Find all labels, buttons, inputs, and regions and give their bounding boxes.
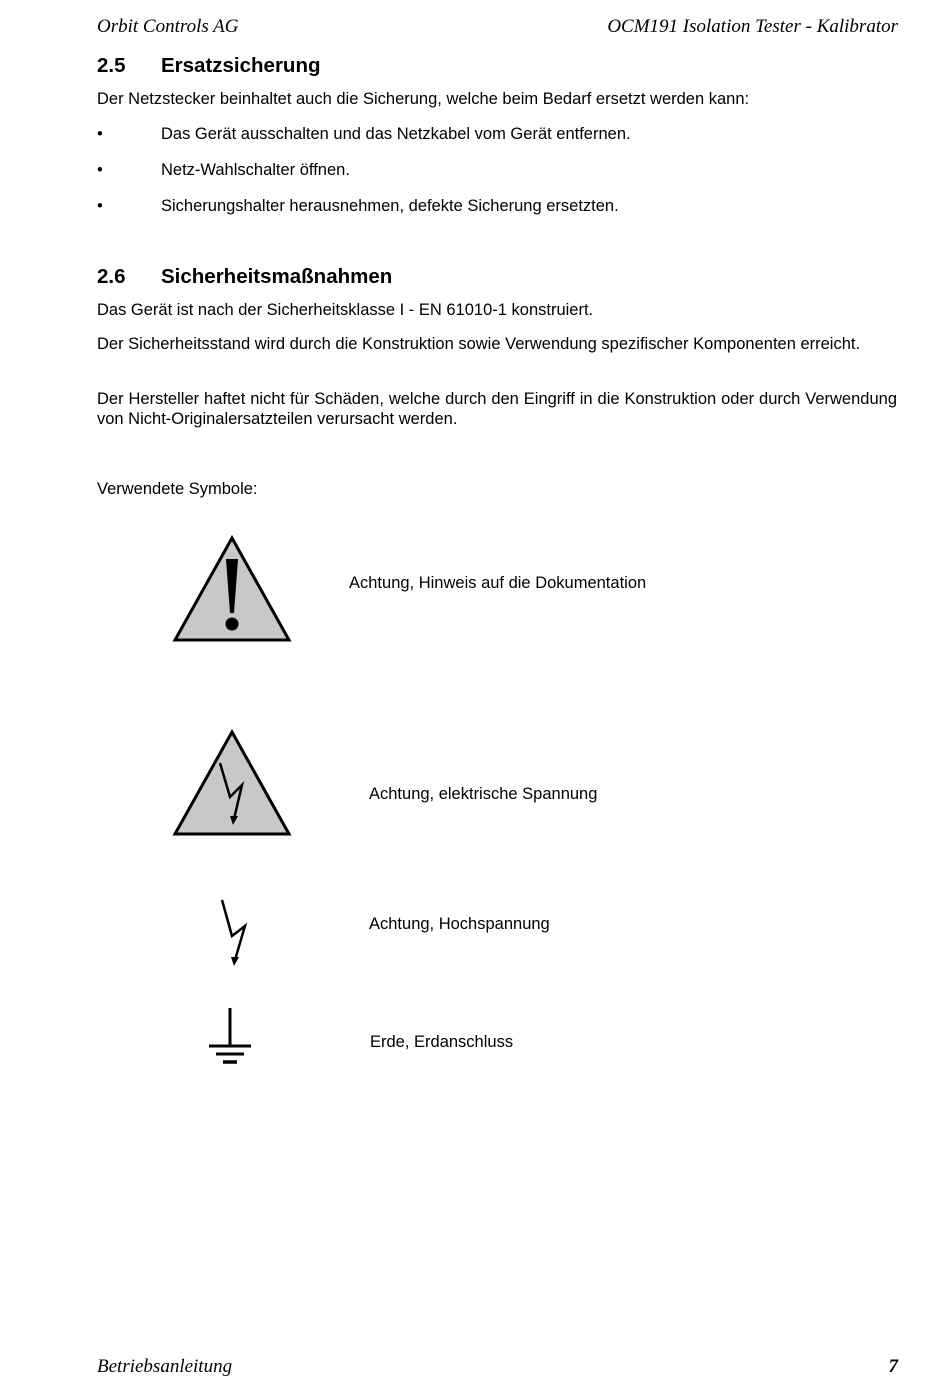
bullet-marker: • <box>97 161 103 179</box>
bullet-marker: • <box>97 125 103 143</box>
page-number: 7 <box>888 1356 898 1377</box>
header-document-title: OCM191 Isolation Tester - Kalibrator <box>607 16 898 37</box>
paragraph: Der Sicherheitsstand wird durch die Konstruktion sowie Verwendung spezifischer Komponenten erreicht. <box>97 335 861 353</box>
symbol-label: Achtung, Hinweis auf die Dokumentation <box>349 574 647 592</box>
list-item-text: Das Gerät ausschalten und das Netzkabel vom Gerät entfernen. <box>161 125 631 143</box>
paragraph: Das Gerät ist nach der Sicherheitsklasse I - EN 61010-1 konstruiert. <box>97 301 594 319</box>
high-voltage-icon <box>212 896 252 968</box>
paragraph: Der Hersteller haftet nicht für Schäden, welche durch den Eingriff in die Konstruktion oder durch Verwendung von Nicht-Originalersatzteilen verursacht werden. <box>97 390 897 428</box>
symbol-label: Erde, Erdanschluss <box>370 1033 514 1051</box>
section-number: 2.6 <box>97 265 126 288</box>
warning-triangle-icon <box>172 535 292 643</box>
symbols-intro: Verwendete Symbole: <box>97 480 258 498</box>
section-title: Ersatzsicherung <box>161 54 321 77</box>
section-2-5-intro: Der Netzstecker beinhaltet auch die Sicherung, welche beim Bedarf ersetzt werden kann: <box>97 90 750 108</box>
list-item-text: Sicherungshalter herausnehmen, defekte Sicherung ersetzten. <box>161 197 619 215</box>
list-item-text: Netz-Wahlschalter öffnen. <box>161 161 350 179</box>
section-2-5-heading <box>97 54 321 78</box>
bullet-marker: • <box>97 197 103 215</box>
header-company: Orbit Controls AG <box>97 16 239 37</box>
electric-voltage-triangle-icon <box>172 729 292 837</box>
section-2-6-heading <box>97 265 392 289</box>
section-number: 2.5 <box>97 54 126 77</box>
section-title: Sicherheitsmaßnahmen <box>161 265 393 288</box>
symbol-label: Achtung, Hochspannung <box>369 915 550 933</box>
footer-document-type: Betriebsanleitung <box>97 1356 233 1377</box>
symbol-label: Achtung, elektrische Spannung <box>369 785 598 803</box>
ground-icon <box>205 1006 255 1066</box>
